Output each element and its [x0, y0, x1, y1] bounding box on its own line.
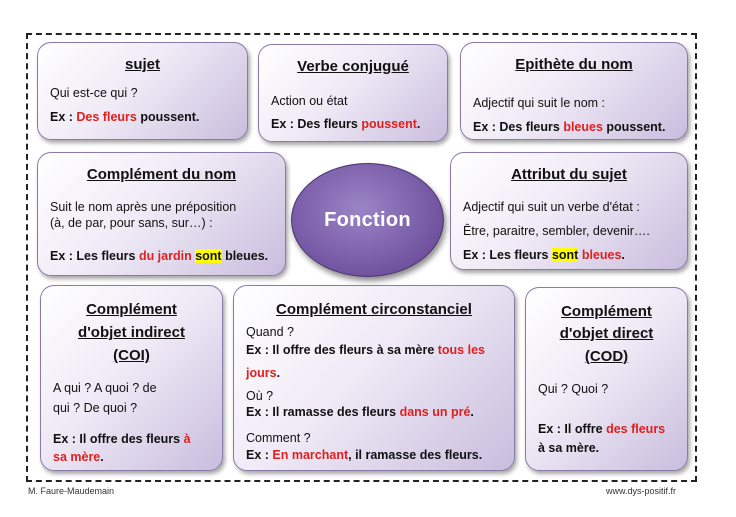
example-text: jours. [246, 366, 281, 380]
description-text: Adjectif qui suit le nom : [473, 96, 606, 110]
card-title: Complément [561, 303, 652, 320]
example-text: Ex : En marchant, il ramasse des fleurs. [246, 448, 483, 462]
author-credit: M. Faure-Maudemain [28, 486, 115, 496]
example-text: Ex : Il offre des fleurs [538, 422, 666, 436]
example-text: Ex : Des fleurs bleues poussent. [473, 120, 666, 134]
card-title: Verbe conjugué [297, 58, 409, 75]
example-text: Ex : Les fleurs du jardin sont bleues. [50, 249, 269, 263]
card-title: Complément du nom [86, 166, 237, 183]
site-credit: www.dys-positif.fr [606, 486, 677, 496]
description-text: Être, paraitre, sembler, devenir…. [463, 224, 650, 238]
card-title: (COI) [113, 347, 150, 364]
example-text: Ex : Les fleurs sont bleues. [463, 248, 625, 262]
card-title: Attribut du sujet [511, 166, 627, 183]
card-title: d'objet indirect [78, 324, 185, 341]
question-text: qui ? De quoi ? [53, 401, 138, 415]
card-coi [40, 285, 223, 471]
example-text: Ex : Il offre des fleurs à [53, 432, 191, 446]
description-text: Action ou état [271, 94, 348, 108]
card-complement-circonstanciel [233, 285, 515, 471]
card-title: Epithète du nom [515, 56, 633, 73]
card-title: sujet [124, 56, 160, 73]
center-label: Fonction [324, 208, 411, 231]
question-text: A qui ? A quoi ? de [53, 381, 157, 395]
question-text: Qui ? Quoi ? [538, 382, 609, 396]
fonction-circle [291, 163, 444, 277]
question-text: Où ? [246, 389, 274, 403]
example-text: Ex : Des fleurs poussent. [50, 110, 200, 124]
card-title: Complément [86, 301, 177, 318]
card-cod [525, 287, 688, 471]
example-text: Ex : Il offre des fleurs à sa mère tous les [246, 343, 485, 357]
question-text: Comment ? [246, 431, 311, 445]
example-text: sa mère. [53, 450, 104, 464]
card-epithete [460, 42, 688, 140]
example-text: Ex : Il ramasse des fleurs dans un pré. [246, 405, 474, 419]
card-attribut-du-sujet [450, 152, 688, 270]
card-title: d'objet direct [559, 325, 654, 342]
card-sujet [37, 42, 248, 140]
description-text: (à, de par, pour sans, sur…) : [50, 216, 213, 230]
card-title: Complément circonstanciel [276, 301, 472, 318]
example-text: à sa mère. [538, 441, 600, 455]
card-complement-du-nom [37, 152, 286, 276]
description-text: Suit le nom après une préposition [50, 200, 237, 214]
description-text: Adjectif qui suit un verbe d'état : [463, 200, 640, 214]
card-title: (COD) [584, 348, 629, 365]
card-verbe-conjugue [258, 44, 448, 142]
example-text: Ex : Des fleurs poussent. [271, 117, 421, 131]
question-text: Qui est-ce qui ? [50, 86, 138, 100]
question-text: Quand ? [246, 325, 294, 339]
